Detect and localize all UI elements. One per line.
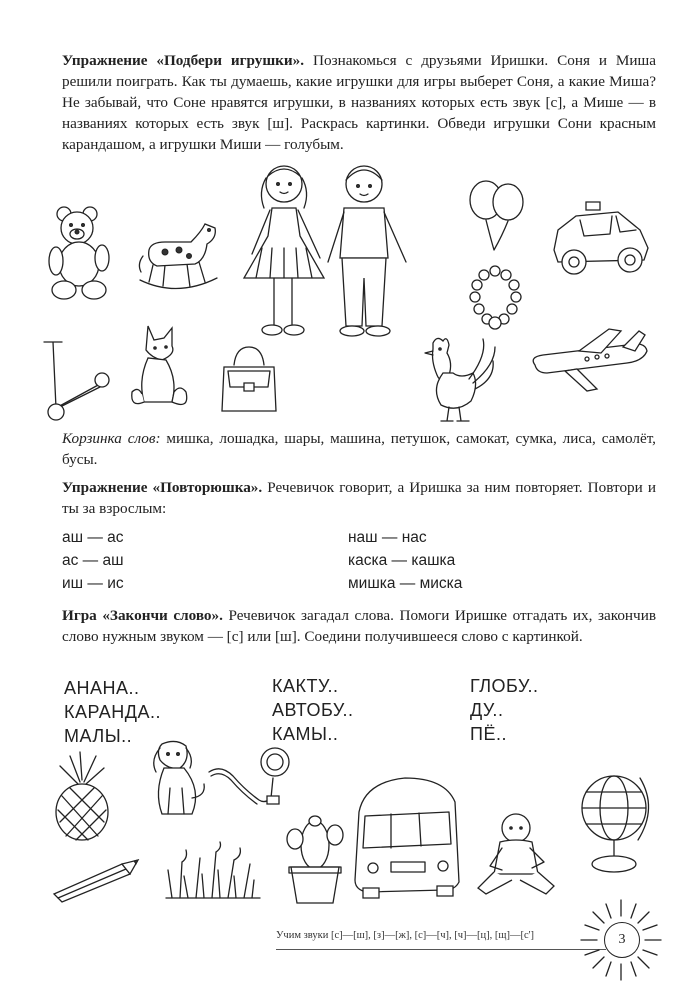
scooter-illustration (40, 338, 110, 423)
syllable-pairs-right (348, 526, 462, 595)
exercise-title: Упражнение «Подбери игрушки». (62, 52, 305, 69)
airplane-illustration (527, 325, 652, 393)
page-number: 3 (604, 922, 640, 958)
exercise-povtoryushka (62, 477, 656, 519)
unfinished-word: МАЛЫ.. (64, 726, 133, 746)
syllable-pairs-left (62, 526, 124, 595)
toy-car-illustration (548, 200, 653, 280)
unfinished-word: КАМЫ.. (272, 724, 339, 744)
basket-label: Корзинка слов: (62, 430, 161, 447)
fox-illustration (128, 322, 190, 414)
word-column-2 (272, 674, 353, 746)
bus-illustration (345, 772, 465, 900)
game-title: Игра «Закончи слово». (62, 607, 223, 624)
word-pair: каска — кашка (348, 552, 456, 569)
shower-head-illustration (205, 742, 290, 812)
boy-figure (328, 166, 406, 336)
word-column-3 (470, 674, 539, 746)
unfinished-word: КАКТУ.. (272, 676, 339, 696)
dog-illustration (148, 738, 208, 820)
unfinished-word: АНАНА.. (64, 678, 140, 698)
footer-text: Учим звуки [с]—[ш], [з]—[ж], [с]—[ч], [ч]—[ц], [щ]—[с'] (276, 930, 535, 941)
teddy-bear-illustration (44, 206, 114, 301)
word-pair: наш — нас (348, 529, 427, 546)
pencil-illustration (48, 858, 140, 904)
globe-illustration (576, 768, 656, 876)
footer-divider (276, 949, 606, 950)
rocking-horse-illustration (135, 220, 220, 292)
exercise-title: Упражнение «Повторюшка». (62, 479, 263, 496)
children-illustration (240, 158, 415, 340)
unfinished-word: ДУ.. (470, 700, 504, 720)
balloons-illustration (468, 180, 528, 252)
unfinished-word: ГЛОБУ.. (470, 676, 539, 696)
syllable-pair: аш — ас (62, 529, 124, 546)
word-column-1 (64, 676, 161, 748)
exercise-text: Познакомься с друзьями Иришки. Соня и Миша решили поиграть. Как ты думаешь, какие игрушки для игры выберет Соня, а какие Миша? Не забывай, что Соне нравятся игрушки, в названиях которых есть звук [с], а Мише — в названиях которых есть звук [ш]. Раскрась картинки. Обведи игрушки Сони красным карандашом, а игрушки Миши — голубым. (62, 52, 656, 153)
syllable-pair: ас — аш (62, 552, 124, 569)
game-text: Речевичок загадал слова. Помоги Иришке отгадать их, закончив слово нужным звуком — [с] или [ш]. Соедини получившееся слово с картинкой. (62, 607, 656, 645)
unfinished-word: ПЁ.. (470, 724, 507, 744)
exercise-text: Речевичок говорит, а Иришка за ним повторяет. Повтори и ты за взрослым: (62, 479, 656, 517)
baby-illustration (472, 810, 560, 898)
cactus-illustration (285, 815, 345, 905)
exercise-podberi-igrushki (62, 50, 656, 155)
syllable-pair: иш — ис (62, 575, 124, 592)
beads-illustration (468, 265, 523, 330)
word-pair: мишка — миска (348, 575, 463, 592)
handbag-illustration (218, 345, 280, 415)
pineapple-illustration (50, 752, 112, 842)
unfinished-word: АВТОБУ.. (272, 700, 354, 720)
rooster-illustration (413, 335, 498, 425)
unfinished-word: КАРАНДА.. (64, 702, 161, 722)
game-zakonchi-slovo (62, 605, 656, 647)
word-basket (62, 428, 656, 470)
grass-illustration (162, 840, 264, 902)
basket-words: мишка, лошадка, шары, машина, петушок, самокат, сумка, лиса, самолёт, бусы. (62, 430, 656, 468)
girl-figure (244, 166, 324, 335)
